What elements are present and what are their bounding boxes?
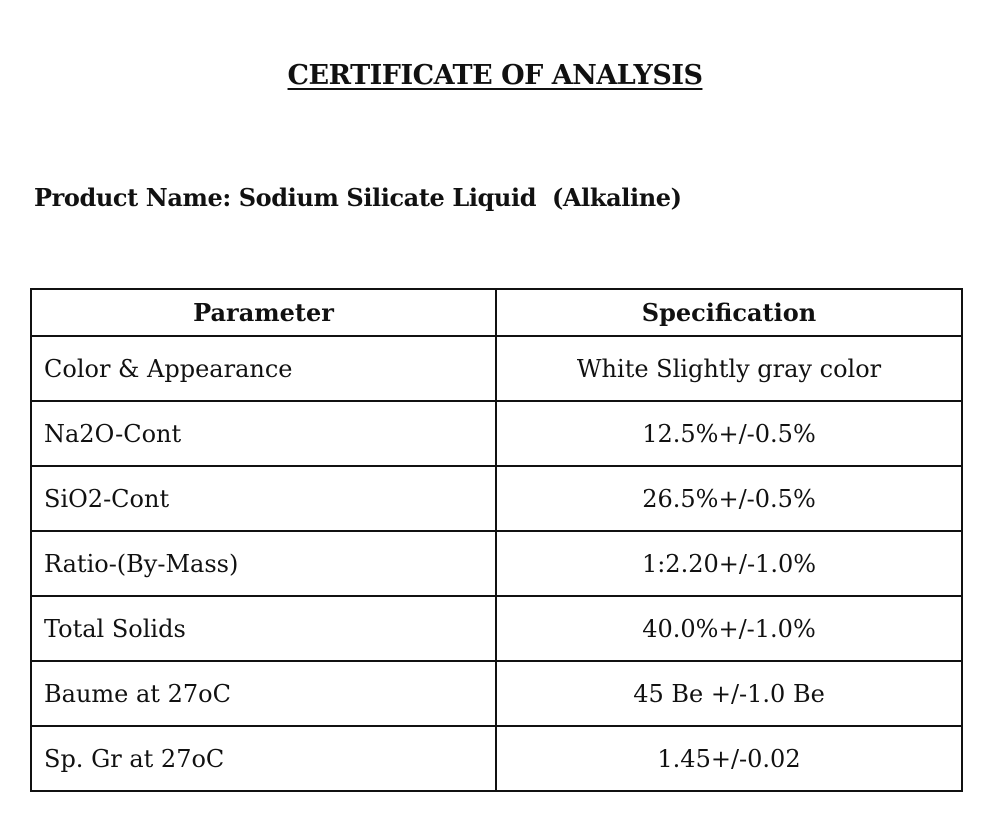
table-row <box>31 661 962 726</box>
specification-cell: 12.5%+/-0.5% <box>496 401 962 466</box>
table-row <box>31 596 962 661</box>
specification-cell: 1:2.20+/-1.0% <box>496 531 962 596</box>
table-row <box>31 726 962 791</box>
parameter-cell: SiO2-Cont <box>31 466 496 531</box>
column-header-specification: Specification <box>496 289 962 336</box>
document-title: CERTIFICATE OF ANALYSIS <box>287 60 703 91</box>
specification-cell: 45 Be +/-1.0 Be <box>496 661 962 726</box>
specification-table <box>30 288 963 792</box>
parameter-cell: Total Solids <box>31 596 496 661</box>
table-row <box>31 531 962 596</box>
parameter-cell: Na2O-Cont <box>31 401 496 466</box>
column-header-parameter: Parameter <box>31 289 496 336</box>
parameter-cell: Sp. Gr at 27oC <box>31 726 496 791</box>
specification-cell: White Slightly gray color <box>496 336 962 401</box>
product-name: Product Name: Sodium Silicate Liquid (Alkaline) <box>34 183 682 212</box>
specification-cell: 26.5%+/-0.5% <box>496 466 962 531</box>
table-header-row <box>31 289 962 336</box>
table-row <box>31 401 962 466</box>
parameter-cell: Ratio-(By-Mass) <box>31 531 496 596</box>
table-row <box>31 336 962 401</box>
parameter-cell: Baume at 27oC <box>31 661 496 726</box>
parameter-cell: Color & Appearance <box>31 336 496 401</box>
table-row <box>31 466 962 531</box>
specification-cell: 1.45+/-0.02 <box>496 726 962 791</box>
specification-cell: 40.0%+/-1.0% <box>496 596 962 661</box>
